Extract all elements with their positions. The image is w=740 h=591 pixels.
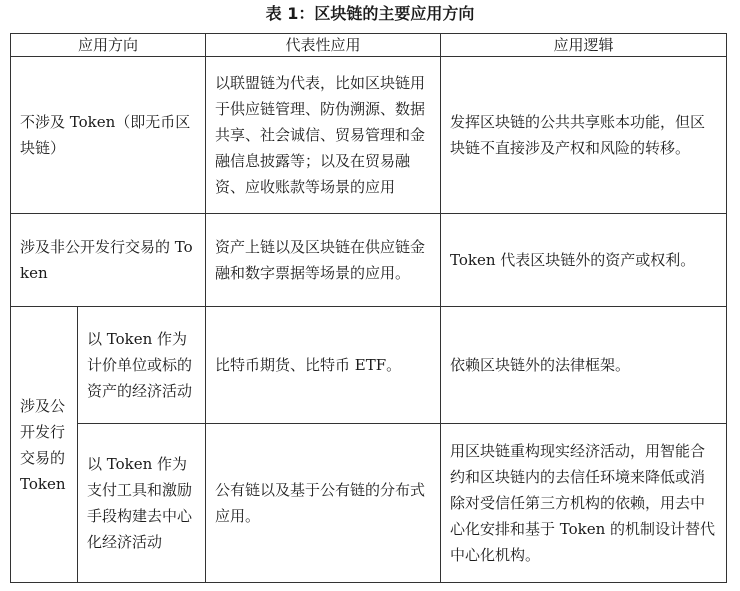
header-application: 代表性应用 (206, 34, 441, 57)
row-application: 资产上链以及区块链在供应链金融和数字票据等场景的应用。 (206, 214, 441, 307)
row-group: 涉及公开发行交易的 Token (11, 307, 78, 583)
application-directions-table (10, 33, 727, 583)
header-logic: 应用逻辑 (441, 34, 727, 57)
table-row (11, 57, 727, 214)
row-logic: 依赖区块链外的法律框架。 (441, 307, 727, 424)
header-direction: 应用方向 (11, 34, 206, 57)
row-logic: Token 代表区块链外的资产或权利。 (441, 214, 727, 307)
row-direction: 以 Token 作为支付工具和激励手段构建去中心化经济活动 (78, 424, 206, 583)
row-logic: 用区块链重构现实经济活动，用智能合约和区块链内的去信任环境来降低或消除对受信任第三方机构的依赖，用去中心化安排和基于 Token 的机制设计替代中心化机构。 (441, 424, 727, 583)
row-application: 比特币期货、比特币 ETF。 (206, 307, 441, 424)
row-direction: 不涉及 Token（即无币区块链） (11, 57, 206, 214)
row-logic: 发挥区块链的公共共享账本功能，但区块链不直接涉及产权和风险的转移。 (441, 57, 727, 214)
table-row (11, 424, 727, 583)
header-row (11, 34, 727, 57)
row-direction: 以 Token 作为计价单位或标的资产的经济活动 (78, 307, 206, 424)
row-application: 以联盟链为代表，比如区块链用于供应链管理、防伪溯源、数据共享、社会诚信、贸易管理和金融信息披露等；以及在贸易融资、应收账款等场景的应用 (206, 57, 441, 214)
row-direction: 涉及非公开发行交易的 Token (11, 214, 206, 307)
table-caption: 表 1：区块链的主要应用方向 (265, 4, 475, 23)
row-application: 公有链以及基于公有链的分布式应用。 (206, 424, 441, 583)
table-row (11, 214, 727, 307)
table-row (11, 307, 727, 424)
